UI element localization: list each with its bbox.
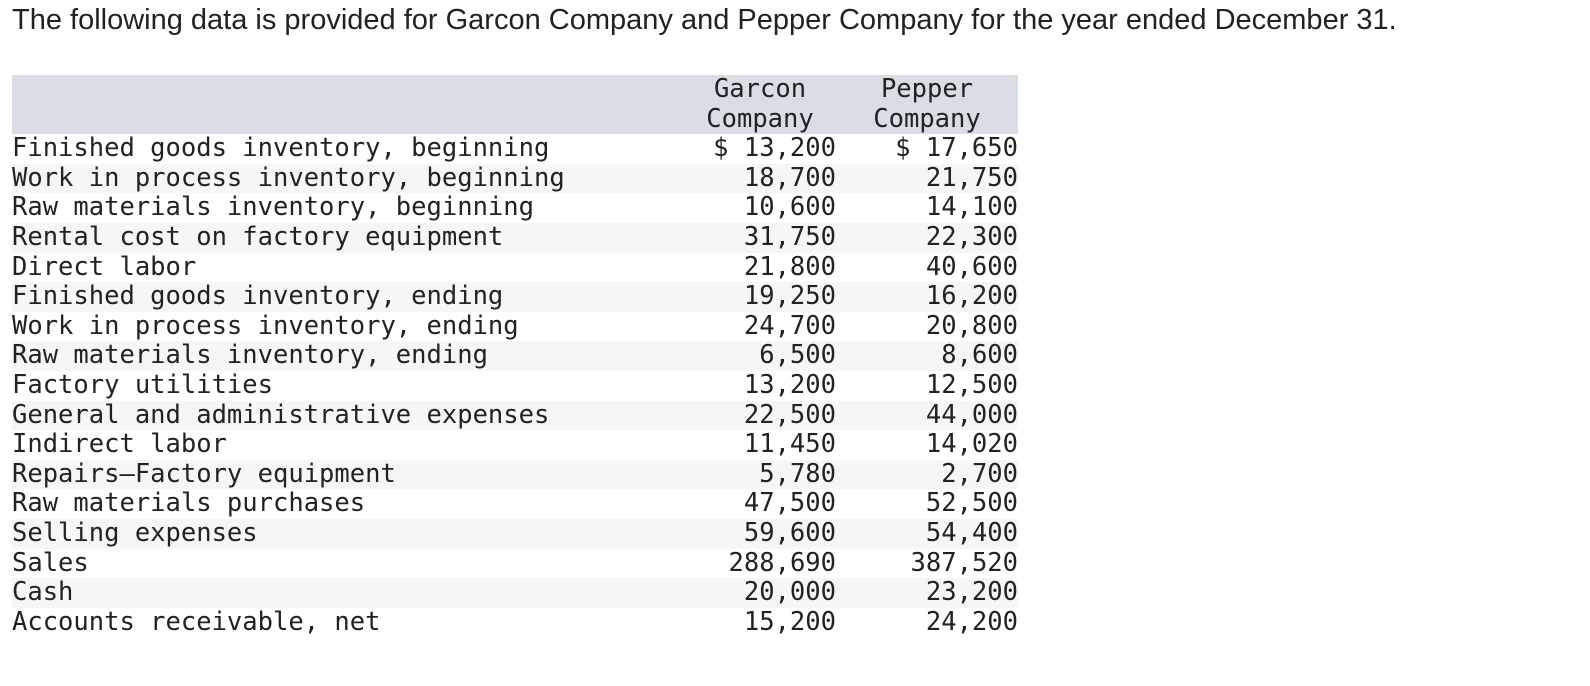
- intro-text: The following data is provided for Garcon Company and Pepper Company for the year ended December 31.: [12, 4, 1397, 36]
- table-row: [12, 549, 1018, 579]
- garcon-value: 13,200: [743, 369, 836, 400]
- table-row: [12, 223, 1018, 253]
- row-label: Factory utilities: [12, 369, 273, 400]
- table-body: [12, 134, 1018, 637]
- row-label: Accounts receivable, net: [12, 606, 381, 637]
- table-row: [12, 401, 1018, 431]
- garcon-value: 18,700: [743, 162, 836, 193]
- pepper-value: 16,200: [925, 281, 1018, 312]
- table-row: [12, 430, 1018, 460]
- row-label: Sales: [12, 547, 89, 578]
- header-garcon-line2: Company: [706, 103, 814, 134]
- table-row: [12, 164, 1018, 194]
- pepper-value: 52,500: [925, 488, 1018, 519]
- row-label: Work in process inventory, beginning: [12, 162, 565, 193]
- table-row: [12, 460, 1018, 490]
- row-label: Work in process inventory, ending: [12, 310, 519, 341]
- table-header-row: [12, 75, 1018, 134]
- pepper-value: 2,700: [941, 458, 1018, 489]
- pepper-value: $ 17,650: [895, 133, 1018, 164]
- pepper-value: 40,600: [925, 251, 1018, 282]
- header-garcon: [684, 75, 836, 134]
- header-pepper-line2: Company: [873, 103, 981, 134]
- garcon-value: 15,200: [743, 606, 836, 637]
- pepper-value: 24,200: [925, 606, 1018, 637]
- table-row: [12, 312, 1018, 342]
- data-table: [12, 75, 1018, 637]
- table-row: [12, 282, 1018, 312]
- table-row: [12, 519, 1018, 549]
- table-row: [12, 134, 1018, 164]
- header-pepper: [836, 75, 1018, 134]
- row-label: Indirect labor: [12, 429, 227, 460]
- garcon-value: 24,700: [743, 310, 836, 341]
- garcon-value: 22,500: [743, 399, 836, 430]
- header-label: [12, 75, 684, 134]
- pepper-value: 23,200: [925, 577, 1018, 608]
- row-label: Raw materials inventory, beginning: [12, 192, 534, 223]
- row-label: Direct labor: [12, 251, 197, 282]
- garcon-value: 21,800: [743, 251, 836, 282]
- row-label: Raw materials inventory, ending: [12, 340, 488, 371]
- row-label: Repairs—Factory equipment: [12, 458, 396, 489]
- row-label: Raw materials purchases: [12, 488, 366, 519]
- pepper-value: 14,020: [925, 429, 1018, 460]
- garcon-value: 6,500: [759, 340, 836, 371]
- table-row: [12, 371, 1018, 401]
- row-label: Cash: [12, 577, 74, 608]
- garcon-value: 19,250: [743, 281, 836, 312]
- pepper-value: 54,400: [925, 517, 1018, 548]
- pepper-value: 387,520: [910, 547, 1018, 578]
- pepper-value: 44,000: [925, 399, 1018, 430]
- pepper-value: 20,800: [925, 310, 1018, 341]
- garcon-value: 20,000: [743, 577, 836, 608]
- pepper-value: 21,750: [925, 162, 1018, 193]
- header-garcon-line1: Garcon: [713, 74, 807, 104]
- pepper-value: 22,300: [925, 221, 1018, 252]
- pepper-value: 8,600: [941, 340, 1018, 371]
- table-row: [12, 608, 1018, 638]
- row-label: Selling expenses: [12, 517, 258, 548]
- row-label: Rental cost on factory equipment: [12, 221, 504, 252]
- header-pepper-line1: Pepper: [880, 74, 974, 104]
- garcon-value: $ 13,200: [713, 133, 836, 164]
- garcon-value: 31,750: [743, 221, 836, 252]
- row-label: General and administrative expenses: [12, 399, 550, 430]
- table-row: [12, 578, 1018, 608]
- table-row: [12, 341, 1018, 371]
- garcon-value: 59,600: [743, 517, 836, 548]
- table-row: [12, 489, 1018, 519]
- garcon-value: 288,690: [728, 547, 836, 578]
- garcon-value: 5,780: [759, 458, 836, 489]
- garcon-value: 47,500: [743, 488, 836, 519]
- garcon-value: 10,600: [743, 192, 836, 223]
- table-row: [12, 253, 1018, 283]
- pepper-value: 14,100: [925, 192, 1018, 223]
- row-label: Finished goods inventory, beginning: [12, 133, 550, 164]
- table-row: [12, 193, 1018, 223]
- row-label: Finished goods inventory, ending: [12, 281, 504, 312]
- pepper-value: 12,500: [925, 369, 1018, 400]
- garcon-value: 11,450: [743, 429, 836, 460]
